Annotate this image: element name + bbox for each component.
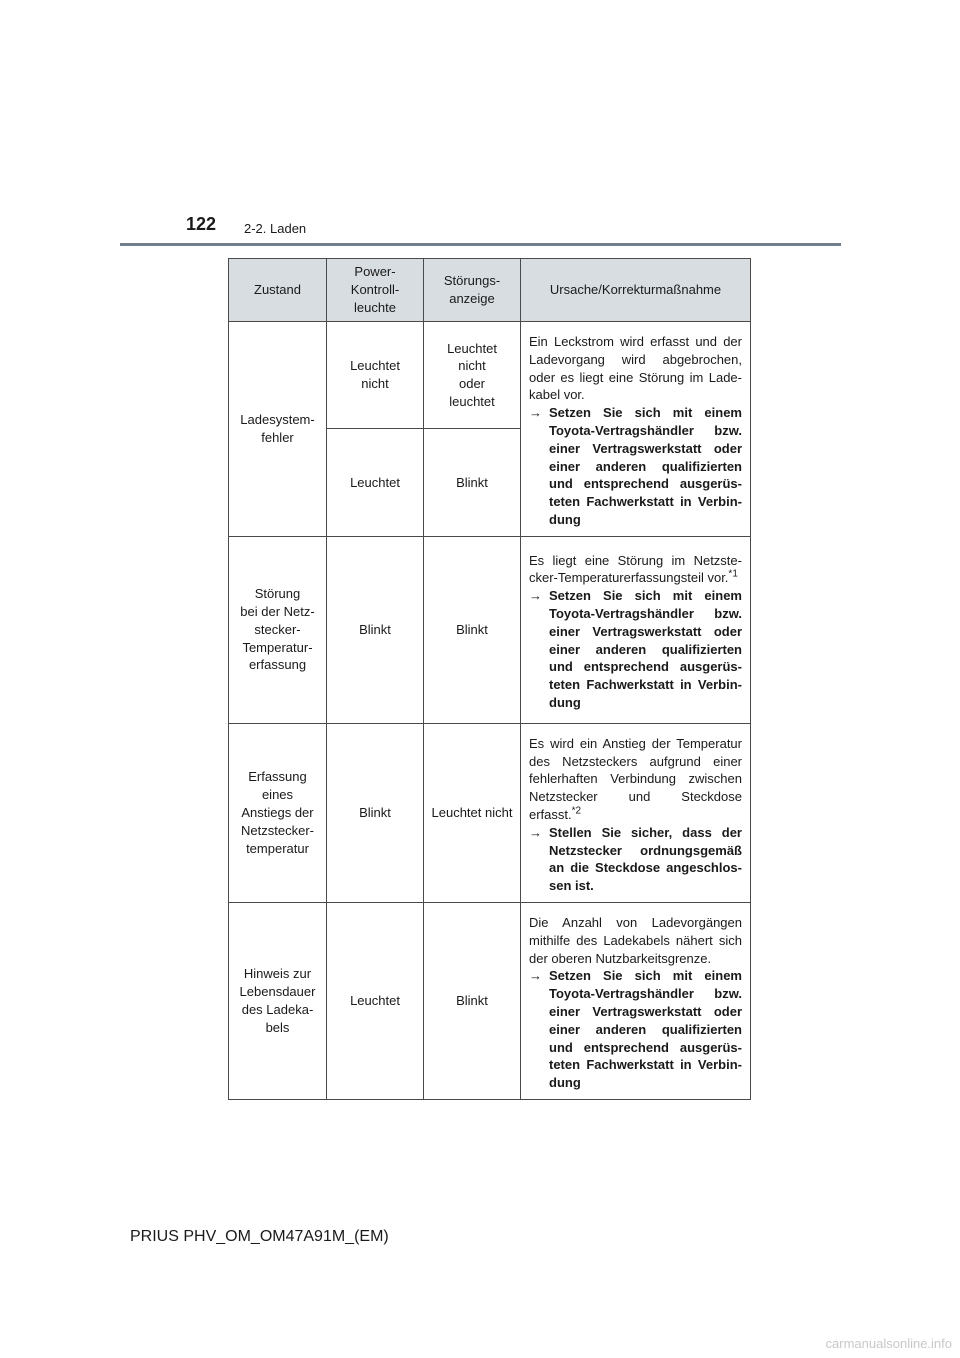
cell-power: Blinkt bbox=[327, 723, 424, 902]
action-item: → Stellen Sie sicher, dass der Netzstecker ordnungsgemäß an die Steckdose angeschlossen ist. bbox=[529, 824, 742, 894]
cell-stoerung: Blinkt bbox=[424, 429, 521, 536]
arrow-right-icon: → bbox=[529, 405, 542, 421]
header-zustand: Zustand bbox=[229, 259, 327, 322]
cell-power: Leuchtet bbox=[327, 429, 424, 536]
table-row bbox=[229, 902, 751, 1099]
cell-zustand: Störung bei der Netz- stecker- Temperatur- erfassung bbox=[229, 536, 327, 723]
arrow-right-icon: → bbox=[529, 824, 542, 840]
table-header-row bbox=[229, 259, 751, 322]
cell-stoerung: Leuchtet nicht oder leuchtet bbox=[424, 322, 521, 429]
header-cause-action: Ursache/Korrekturmaßnahme bbox=[521, 259, 751, 322]
cell-stoerung: Leuchtet nicht bbox=[424, 723, 521, 902]
action-item: → Setzen Sie sich mit einem Toyota-Vertragshändler bzw. einer Vertragswerkstatt oder einer anderen qualifizierten und entsprechend ausgerüsteten Fachwerkstatt in Verbindung bbox=[529, 968, 742, 1091]
arrow-right-icon: → bbox=[529, 968, 542, 984]
cause-text: Es liegt eine Störung im Netzstecker-Temperaturerfassungsteil vor.$^{*1}$ bbox=[529, 552, 742, 586]
action-item: → Setzen Sie sich mit einem Toyota-Vertragshändler bzw. einer Vertragswerkstatt oder einer anderen qualifizierten und entsprechend ausgerüsteten Fachwerkstatt in Verbindung bbox=[529, 405, 742, 527]
cell-cause bbox=[521, 902, 751, 1099]
cell-zustand: Ladesystem- fehler bbox=[229, 322, 327, 537]
table-row bbox=[229, 536, 751, 723]
header-fault-indicator: Störungs- anzeige bbox=[424, 259, 521, 322]
cell-zustand: Hinweis zur Lebensdauer des Ladeka- bels bbox=[229, 902, 327, 1099]
cell-power: Leuchtet bbox=[327, 902, 424, 1099]
cell-cause bbox=[521, 322, 751, 537]
cell-stoerung: Blinkt bbox=[424, 902, 521, 1099]
cause-text: Die Anzahl von Ladevorgängen mithilfe des Ladekabels nähert sich der oberen Nutzbarkeitsgrenze. bbox=[529, 914, 742, 966]
cell-stoerung: Blinkt bbox=[424, 536, 521, 723]
header-power-indicator: Power- Kontroll- leuchte bbox=[327, 259, 424, 322]
cause-text: Es wird ein Anstieg der Temperatur des Netzsteckers aufgrund einer fehlerhaften Verbindung zwischen Netzstecker und Steckdose erfasst.$^{*2}$ bbox=[529, 735, 742, 822]
cell-cause bbox=[521, 723, 751, 902]
watermark: carmanualsonline.info bbox=[825, 1336, 952, 1351]
cause-text: Ein Leckstrom wird erfasst und der Ladevorgang wird abgebrochen, oder es liegt eine Störung im Ladekabel vor. bbox=[529, 334, 742, 403]
action-item: → Setzen Sie sich mit einem Toyota-Vertragshändler bzw. einer Vertragswerkstatt oder einer anderen qualifizierten und entsprechend ausgerüsteten Fachwerkstatt in Verbindung bbox=[529, 588, 742, 711]
arrow-right-icon: → bbox=[529, 588, 542, 604]
cell-zustand: Erfassung eines Anstiegs der Netzstecker- temperatur bbox=[229, 723, 327, 902]
document-id: PRIUS PHV_OM_OM47A91M_(EM) bbox=[130, 1228, 389, 1245]
cell-power: Blinkt bbox=[327, 536, 424, 723]
page-number: 122 bbox=[186, 214, 217, 234]
section-title: 2-2. Laden bbox=[244, 221, 307, 236]
header-rule bbox=[120, 243, 841, 246]
cell-power: Leuchtet nicht bbox=[327, 322, 424, 429]
table-row bbox=[229, 723, 751, 902]
table-row bbox=[229, 322, 751, 429]
status-table bbox=[228, 258, 751, 1100]
cell-cause bbox=[521, 536, 751, 723]
